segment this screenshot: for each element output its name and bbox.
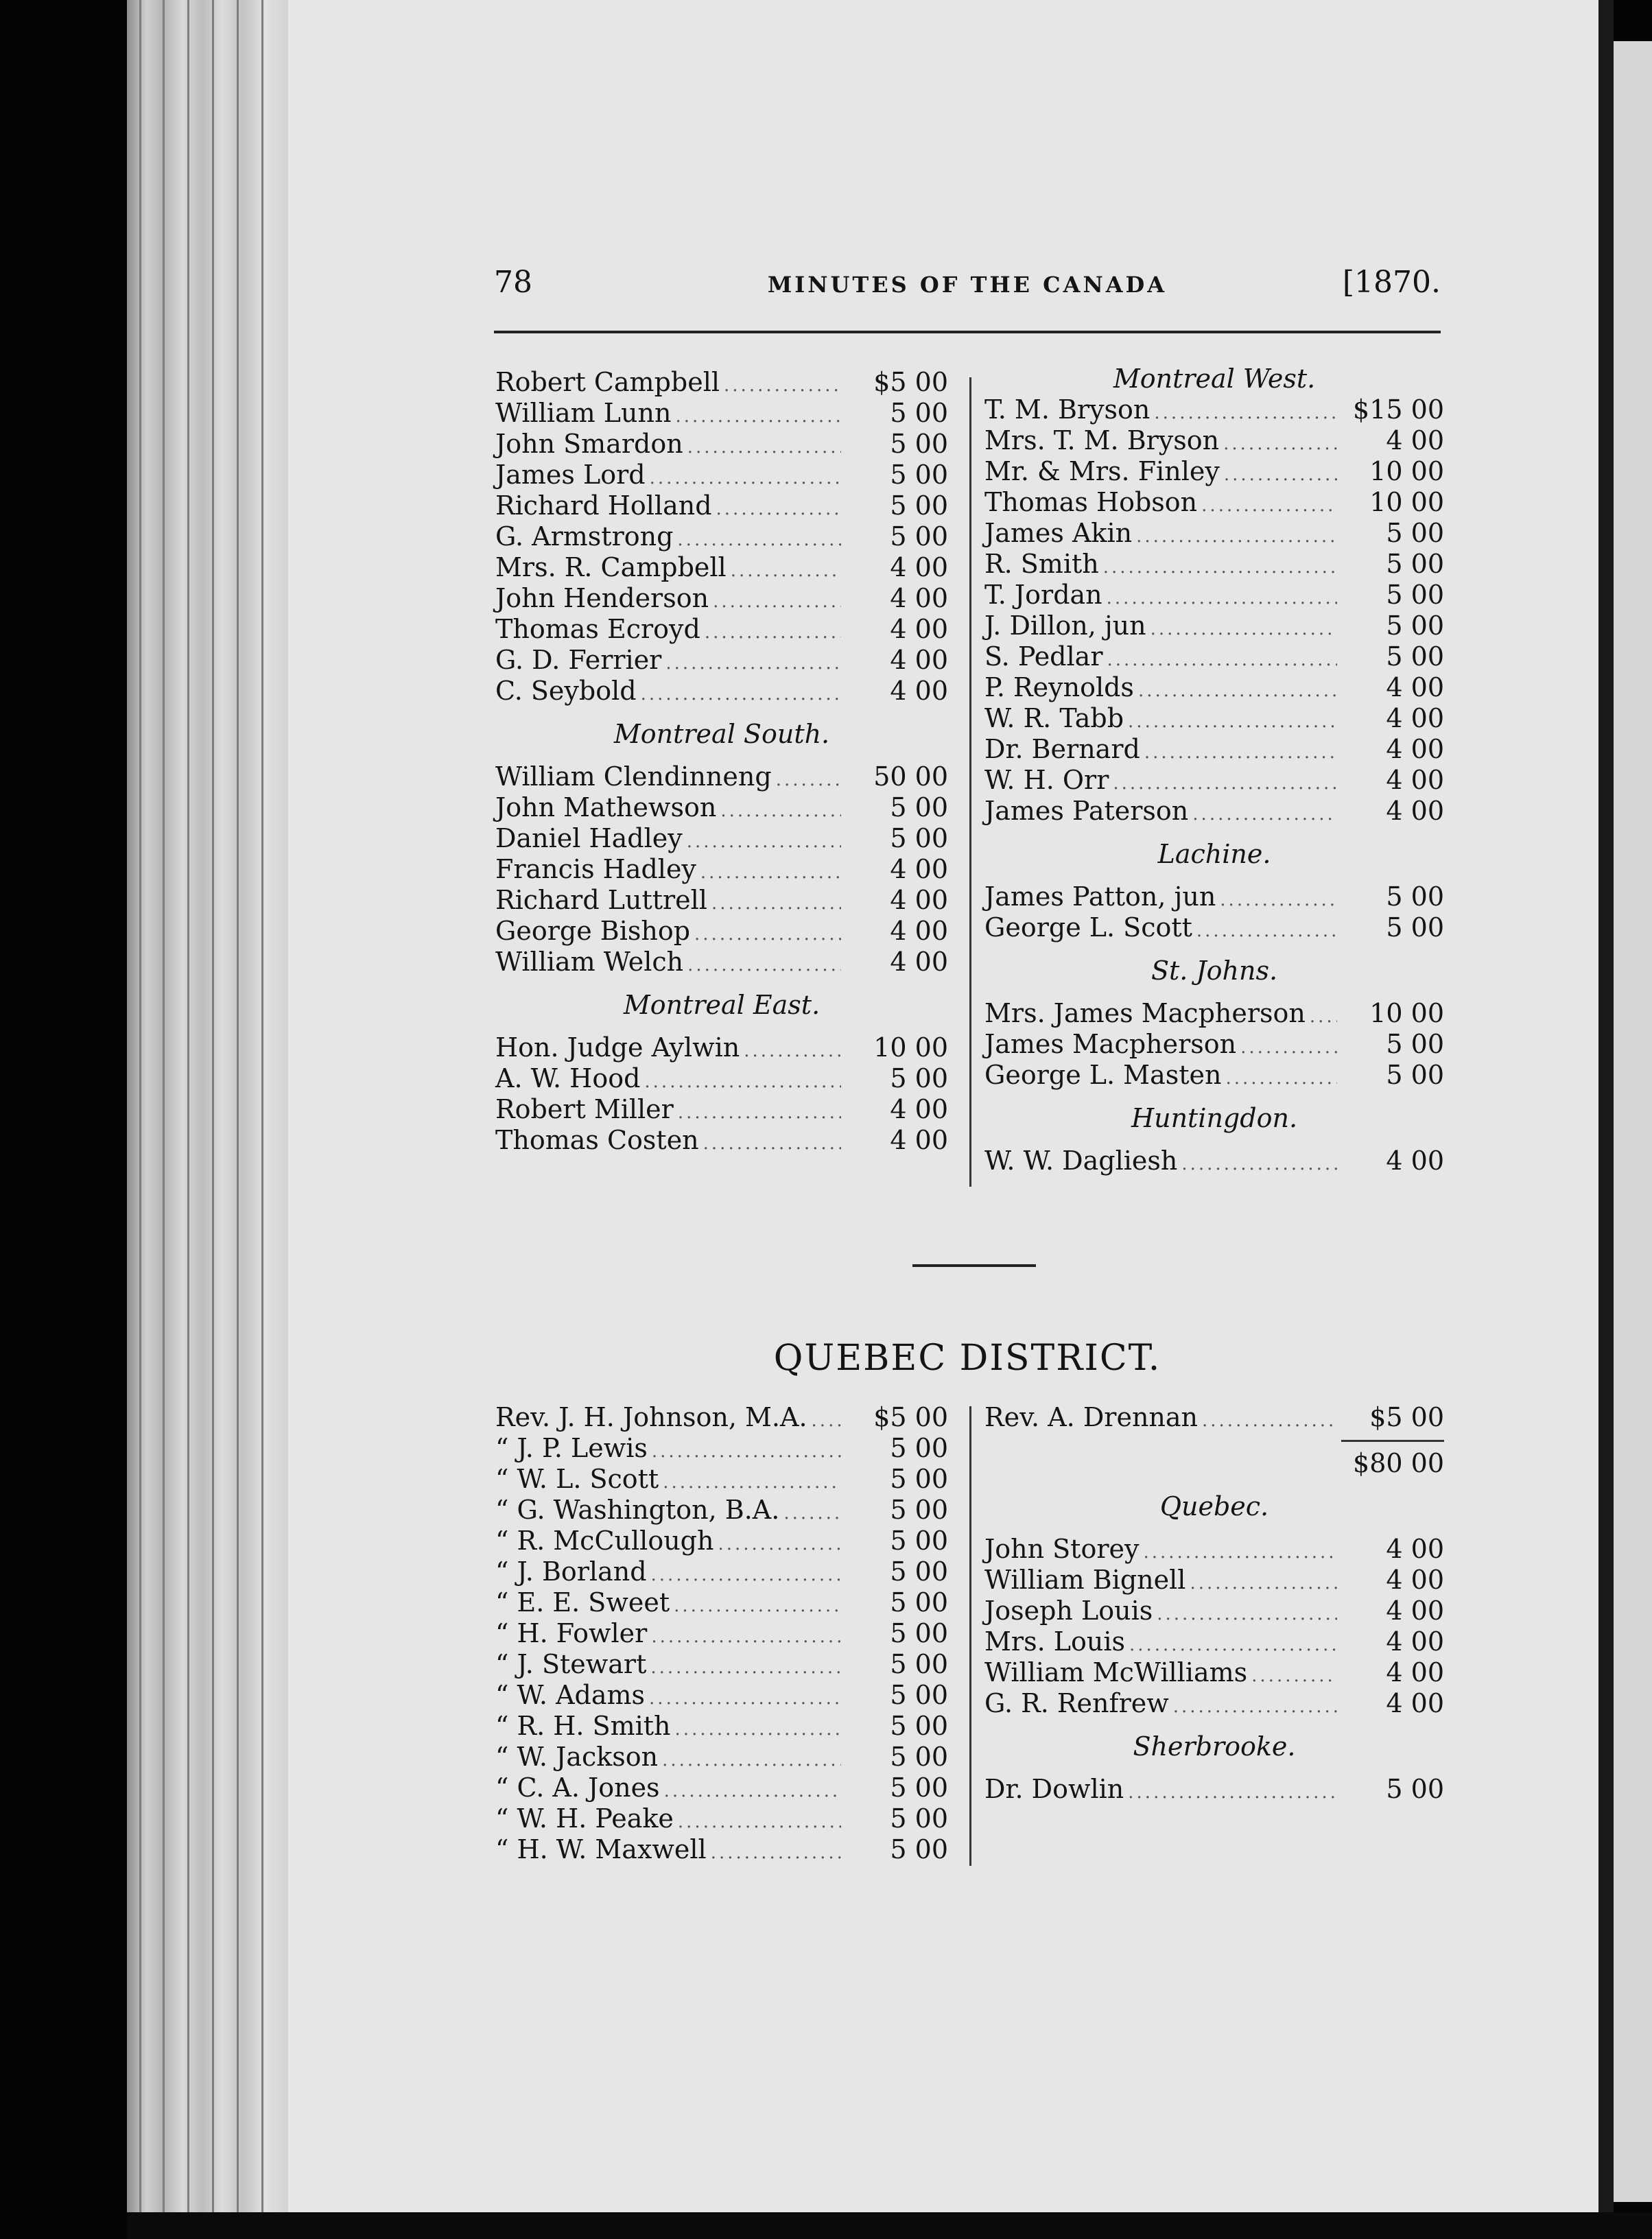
leader-dots	[1225, 1063, 1337, 1094]
subscriber-name: “ E. E. Sweet	[495, 1587, 670, 1618]
subscriber-row	[984, 1534, 1444, 1565]
leader-dots	[687, 950, 841, 981]
leader-dots	[731, 556, 841, 587]
subscription-amount: 4 00	[1386, 1534, 1444, 1564]
leader-dots	[1251, 1661, 1337, 1692]
subscriber-row	[984, 1565, 1444, 1596]
subscriber-row	[495, 1063, 948, 1094]
subscription-amount: 5 00	[1386, 641, 1444, 672]
subscriber-row	[984, 912, 1444, 943]
subscription-amount: 4 00	[1386, 734, 1444, 764]
leader-dots	[1202, 1406, 1337, 1436]
subscriber-row	[984, 487, 1444, 518]
subscriber-name: T. Jordan	[984, 580, 1102, 610]
subscriber-row	[984, 456, 1444, 487]
subscriber-name: Daniel Hadley	[495, 823, 683, 853]
leader-dots	[713, 587, 841, 617]
subscription-amount: 5 00	[890, 1526, 948, 1556]
subscription-amount: 4 00	[1386, 1626, 1444, 1657]
subscription-amount: 5 00	[890, 1773, 948, 1803]
column-divider	[969, 377, 971, 1187]
subscription-amount: 5 00	[1386, 1774, 1444, 1804]
subscription-amount: 5 00	[890, 1556, 948, 1587]
subscriber-name: John Henderson	[495, 583, 709, 613]
subscriber-row	[495, 1402, 948, 1433]
subscription-amount: 4 00	[1386, 765, 1444, 795]
leader-dots	[1220, 885, 1337, 916]
leader-dots	[724, 370, 841, 401]
leader-dots	[1143, 1537, 1337, 1568]
leader-dots	[1138, 676, 1337, 707]
subscription-amount: $5 00	[873, 367, 948, 397]
subscription-amount: 10 00	[1369, 456, 1444, 486]
district-heading: Montreal East.	[623, 990, 821, 1020]
subscriber-name: William Clendinneng	[495, 761, 772, 792]
leader-dots	[1136, 521, 1337, 552]
subscriber-row	[984, 611, 1444, 641]
district-heading: Quebec.	[1159, 1491, 1269, 1521]
subscriber-row	[495, 1834, 948, 1865]
leader-dots	[720, 796, 841, 827]
subscription-amount: 4 00	[1386, 796, 1444, 826]
subscriber-row	[495, 1711, 948, 1742]
year-label: [1870.	[1342, 265, 1441, 300]
subscriber-row	[495, 1803, 948, 1834]
subscription-amount: 4 00	[890, 676, 948, 706]
subscriber-name: “ J. P. Lewis	[495, 1433, 648, 1463]
subscriber-row	[495, 854, 948, 885]
leader-dots	[1201, 490, 1337, 521]
subscriber-name: Joseph Louis	[984, 1596, 1153, 1626]
subscriber-name: T. M. Bryson	[984, 394, 1150, 425]
subscriber-row	[495, 1742, 948, 1773]
district-heading: Montreal South.	[613, 719, 830, 749]
subscription-amount: 10 00	[873, 1032, 948, 1063]
leader-dots	[649, 1683, 841, 1714]
subscriber-row	[495, 429, 948, 460]
subscriber-name: W. H. Orr	[984, 765, 1109, 795]
subscriber-row	[984, 734, 1444, 765]
subscriber-name: Rev. A. Drennan	[984, 1402, 1199, 1432]
subscriber-name: G. Armstrong	[495, 521, 674, 552]
subscriber-row	[495, 885, 948, 916]
subscriber-name: J. Dillon, jun	[984, 611, 1146, 641]
subscription-amount: 5 00	[890, 1649, 948, 1679]
subscriber-row	[984, 518, 1444, 549]
subscription-amount: 5 00	[890, 1680, 948, 1710]
subscription-amount: 4 00	[890, 552, 948, 582]
subscriber-name: “ H. Fowler	[495, 1618, 648, 1648]
subscriber-name: Robert Campbell	[495, 367, 720, 397]
subscription-amount: 4 00	[890, 1125, 948, 1155]
subscriber-row	[984, 1626, 1444, 1657]
subscriber-row	[984, 1688, 1444, 1719]
subscription-amount: 4 00	[1386, 1146, 1444, 1176]
leader-dots	[1157, 1599, 1337, 1630]
leader-dots	[1144, 737, 1337, 768]
subscriber-row	[495, 1433, 948, 1464]
subscriber-name: Hon. Judge Aylwin	[495, 1032, 740, 1063]
leader-dots	[1192, 799, 1337, 830]
subscriber-row	[495, 761, 948, 792]
subscriber-row	[495, 1464, 948, 1495]
subscriber-row	[495, 1618, 948, 1649]
district-heading: Sherbrooke.	[1133, 1731, 1296, 1762]
subscriber-row	[984, 549, 1444, 580]
leader-dots	[1103, 552, 1337, 583]
leader-dots	[776, 765, 841, 796]
subscription-amount: 10 00	[1369, 998, 1444, 1028]
quebec-column-left	[495, 1402, 948, 1865]
leader-dots	[641, 679, 841, 710]
leader-dots	[1196, 916, 1337, 947]
subscription-amount: 4 00	[890, 1094, 948, 1124]
subscriber-name: “ J. Borland	[495, 1556, 647, 1587]
total-amount: $80 00	[1353, 1448, 1444, 1478]
subscriber-name: Thomas Ecroyd	[495, 614, 700, 644]
leader-dots	[677, 525, 841, 556]
leader-dots	[1224, 460, 1337, 490]
section-title: QUEBEC DISTRICT.	[773, 1338, 1161, 1379]
leader-dots	[687, 827, 841, 857]
leader-dots	[651, 1622, 841, 1652]
leader-dots	[1181, 1149, 1337, 1180]
leader-dots	[1113, 768, 1337, 799]
subscription-amount: 5 00	[890, 1618, 948, 1648]
leader-dots	[1107, 645, 1337, 676]
subscriber-row	[495, 1587, 948, 1618]
subscription-amount: 5 00	[1386, 549, 1444, 579]
book-edge-left	[127, 0, 292, 2239]
subscription-amount: 4 00	[1386, 425, 1444, 455]
subscriber-name: “ J. Stewart	[495, 1649, 647, 1679]
subscriber-row	[984, 1060, 1444, 1091]
subscriber-name: “ W. H. Peake	[495, 1803, 674, 1834]
section-divider	[912, 1264, 1036, 1267]
total-row	[984, 1448, 1444, 1479]
subscriber-row	[984, 1402, 1444, 1433]
subscriber-name: John Mathewson	[495, 792, 717, 822]
page-number: 78	[494, 265, 532, 300]
subscription-amount: 5 00	[1386, 611, 1444, 641]
leader-dots	[1190, 1568, 1337, 1599]
subscriber-row	[984, 796, 1444, 827]
subscriber-row	[984, 1029, 1444, 1060]
subscription-amount: 4 00	[890, 916, 948, 946]
subscriber-name: P. Reynolds	[984, 672, 1134, 702]
subscriber-row	[495, 823, 948, 854]
subscriber-row	[984, 580, 1444, 611]
subscriber-name: “ W. Adams	[495, 1680, 646, 1710]
subscription-amount: 5 00	[1386, 912, 1444, 943]
subscription-amount: 5 00	[1386, 1029, 1444, 1059]
subscription-amount: 5 00	[890, 490, 948, 521]
leader-dots	[1107, 583, 1337, 614]
leader-dots	[644, 1067, 841, 1098]
subscriber-name: S. Pedlar	[984, 641, 1103, 672]
leader-dots	[783, 1498, 841, 1529]
quebec-column-right	[984, 1402, 1444, 1805]
leader-dots	[678, 1807, 841, 1838]
page-bottom-shadow	[127, 2212, 1652, 2239]
district-heading: Huntingdon.	[1131, 1103, 1298, 1133]
subscription-amount: $5 00	[1369, 1402, 1444, 1432]
subscription-amount: $15 00	[1353, 394, 1444, 425]
leader-dots	[703, 1128, 841, 1159]
subscriber-name: William Lunn	[495, 398, 672, 428]
subscriber-name: R. Smith	[984, 549, 1099, 579]
subscriber-name: James Lord	[495, 460, 646, 490]
subscriber-name: “ R. McCullough	[495, 1526, 714, 1556]
subscription-amount: 5 00	[890, 823, 948, 853]
subscription-amount: 5 00	[890, 1495, 948, 1525]
subscriber-name: Thomas Hobson	[984, 487, 1198, 517]
subscription-amount: 5 00	[890, 521, 948, 552]
subscriber-row	[984, 1774, 1444, 1805]
subscription-amount: 50 00	[873, 761, 948, 792]
running-title: MINUTES OF THE CANADA	[767, 272, 1168, 298]
subscription-amount: 4 00	[890, 645, 948, 675]
leader-dots	[675, 401, 841, 432]
subscription-amount: 5 00	[890, 792, 948, 822]
subscription-amount: 4 00	[890, 854, 948, 884]
leader-dots	[664, 1776, 841, 1807]
subscriber-row	[495, 490, 948, 521]
subscriber-name: Dr. Dowlin	[984, 1774, 1124, 1804]
subscriber-name: “ H. W. Maxwell	[495, 1834, 707, 1864]
subscription-amount: 5 00	[890, 460, 948, 490]
subscriber-name: Mrs. R. Campbell	[495, 552, 727, 582]
subscriber-name: Francis Hadley	[495, 854, 696, 884]
subscriber-name: G. R. Renfrew	[984, 1688, 1169, 1718]
leader-dots	[650, 463, 841, 494]
leader-dots	[700, 857, 841, 888]
subscriber-row	[495, 916, 948, 947]
subscriber-row	[984, 1657, 1444, 1688]
running-head	[494, 261, 1441, 316]
leader-dots	[650, 1652, 841, 1683]
leader-dots	[711, 888, 841, 919]
subscriber-name: W. W. Dagliesh	[984, 1146, 1178, 1176]
subscriber-row	[984, 1146, 1444, 1176]
subscription-amount: 4 00	[890, 583, 948, 613]
subscriber-name: William Welch	[495, 947, 684, 977]
leader-dots	[662, 1745, 841, 1776]
district-heading: Montreal West.	[1113, 364, 1316, 394]
subscription-amount: 5 00	[1386, 580, 1444, 610]
leader-dots	[716, 494, 841, 525]
subscriber-row	[495, 1094, 948, 1125]
subscriber-name: “ W. L. Scott	[495, 1464, 659, 1494]
leader-dots	[711, 1838, 841, 1869]
subscriber-name: Thomas Costen	[495, 1125, 699, 1155]
subscriber-row	[984, 641, 1444, 672]
leader-dots	[1128, 707, 1337, 737]
district-heading: St. Johns.	[1150, 956, 1278, 986]
leader-dots	[652, 1436, 841, 1467]
subscriber-row	[495, 1556, 948, 1587]
subscriber-name: Mrs. T. M. Bryson	[984, 425, 1220, 455]
subscriber-row	[984, 881, 1444, 912]
subscriber-name: John Smardon	[495, 429, 683, 459]
subscriber-row	[495, 521, 948, 552]
subscriber-name: C. Seybold	[495, 676, 637, 706]
header-rule	[494, 331, 1441, 333]
subscription-amount: 4 00	[1386, 1596, 1444, 1626]
subscriber-name: Rev. J. H. Johnson, M.A.	[495, 1402, 807, 1432]
subscriber-row	[984, 703, 1444, 734]
subscription-amount: 5 00	[1386, 1060, 1444, 1090]
subscriber-name: “ R. H. Smith	[495, 1711, 671, 1741]
subscriber-row	[495, 367, 948, 398]
subscriber-name: Robert Miller	[495, 1094, 674, 1124]
subscriber-name: Mr. & Mrs. Finley	[984, 456, 1220, 486]
column-divider	[969, 1406, 971, 1866]
subscriber-row	[495, 645, 948, 676]
subscription-amount: 5 00	[890, 1433, 948, 1463]
subscriber-row	[495, 676, 948, 707]
subscription-amount: 10 00	[1369, 487, 1444, 517]
subscriber-name: James Akin	[984, 518, 1133, 548]
subscriber-name: Richard Holland	[495, 490, 712, 521]
subscriber-name: “ W. Jackson	[495, 1742, 659, 1772]
subscriber-name: George L. Masten	[984, 1060, 1222, 1090]
subscriber-row	[984, 394, 1444, 425]
subscription-amount: $5 00	[873, 1402, 948, 1432]
subscription-amount: 5 00	[890, 1834, 948, 1864]
subscription-amount: 5 00	[890, 1063, 948, 1093]
facing-page-edge	[1614, 41, 1652, 2202]
leader-dots	[651, 1560, 841, 1591]
subscriber-row	[984, 1596, 1444, 1626]
leader-dots	[1129, 1630, 1337, 1661]
leader-dots	[1128, 1777, 1337, 1808]
subscriber-row	[495, 1649, 948, 1680]
subscription-amount: 5 00	[890, 398, 948, 428]
subscriber-name: John Storey	[984, 1534, 1140, 1564]
subscriber-row	[984, 765, 1444, 796]
subscriber-name: William McWilliams	[984, 1657, 1248, 1687]
subscription-amount: 4 00	[1386, 1688, 1444, 1718]
subscriber-row	[495, 398, 948, 429]
subscriber-row	[495, 460, 948, 490]
subscription-amount: 5 00	[890, 429, 948, 459]
leader-dots	[1154, 398, 1337, 429]
subscriber-row	[495, 1032, 948, 1063]
subscriber-name: Mrs. James Macpherson	[984, 998, 1306, 1028]
leader-dots	[744, 1036, 841, 1067]
subscription-amount: 5 00	[890, 1803, 948, 1834]
subscription-amount: 4 00	[1386, 703, 1444, 733]
subscription-amount: 5 00	[890, 1711, 948, 1741]
subscriber-row	[495, 1125, 948, 1156]
total-rule	[984, 1433, 1444, 1448]
subscription-amount: 4 00	[890, 947, 948, 977]
leader-dots	[705, 617, 841, 648]
subscription-amount: 4 00	[890, 614, 948, 644]
subscriber-name: W. R. Tabb	[984, 703, 1124, 733]
subscriber-name: James Macpherson	[984, 1029, 1237, 1059]
leader-dots	[1240, 1032, 1337, 1063]
subscriber-row	[984, 672, 1444, 703]
subscriber-name: Dr. Bernard	[984, 734, 1140, 764]
subscription-amount: 5 00	[890, 1742, 948, 1772]
subscriber-name: George Bishop	[495, 916, 691, 946]
district-heading: Lachine.	[1157, 839, 1271, 869]
leader-dots	[674, 1591, 841, 1622]
leader-dots	[1150, 614, 1337, 645]
leader-dots	[1173, 1692, 1337, 1722]
subscriber-name: A. W. Hood	[495, 1063, 641, 1093]
subscription-amount: 4 00	[890, 885, 948, 915]
leader-dots	[663, 1467, 841, 1498]
subscriber-row	[495, 614, 948, 645]
leader-dots	[694, 919, 841, 950]
leader-dots	[1310, 1002, 1337, 1032]
leader-dots	[687, 432, 841, 463]
leader-dots	[675, 1714, 841, 1745]
leader-dots	[665, 648, 841, 679]
subscription-amount: 5 00	[890, 1464, 948, 1494]
subscription-amount: 5 00	[1386, 518, 1444, 548]
subscriber-row	[984, 425, 1444, 456]
subscriber-row	[495, 583, 948, 614]
subscription-amount: 4 00	[1386, 672, 1444, 702]
subscriber-name: James Patton, jun	[984, 881, 1216, 912]
subscriber-row	[495, 792, 948, 823]
subscriber-row	[984, 998, 1444, 1029]
montreal-column-right	[984, 364, 1444, 1176]
page-gutter	[1598, 0, 1614, 2239]
subscriber-row	[495, 1495, 948, 1526]
subscriber-name: Mrs. Louis	[984, 1626, 1125, 1657]
subscriber-row	[495, 947, 948, 978]
subscription-amount: 4 00	[1386, 1565, 1444, 1595]
subscriber-name: Richard Luttrell	[495, 885, 707, 915]
subscriber-name: George L. Scott	[984, 912, 1192, 943]
leader-dots	[718, 1529, 841, 1560]
subscription-amount: 5 00	[890, 1587, 948, 1618]
subscriber-name: G. D. Ferrier	[495, 645, 662, 675]
leader-dots	[678, 1098, 841, 1128]
subscriber-row	[495, 1526, 948, 1556]
leader-dots	[812, 1406, 841, 1436]
subscription-amount: 5 00	[1386, 881, 1444, 912]
subscriber-row	[495, 552, 948, 583]
subscriber-name: “ C. A. Jones	[495, 1773, 660, 1803]
leader-dots	[1223, 429, 1337, 460]
subscription-amount: 4 00	[1386, 1657, 1444, 1687]
subscriber-row	[495, 1680, 948, 1711]
subscriber-name: “ G. Washington, B.A.	[495, 1495, 780, 1525]
montreal-column-left	[495, 367, 948, 1156]
subscriber-name: James Paterson	[984, 796, 1189, 826]
subscriber-row	[495, 1773, 948, 1803]
subscriber-name: William Bignell	[984, 1565, 1186, 1595]
